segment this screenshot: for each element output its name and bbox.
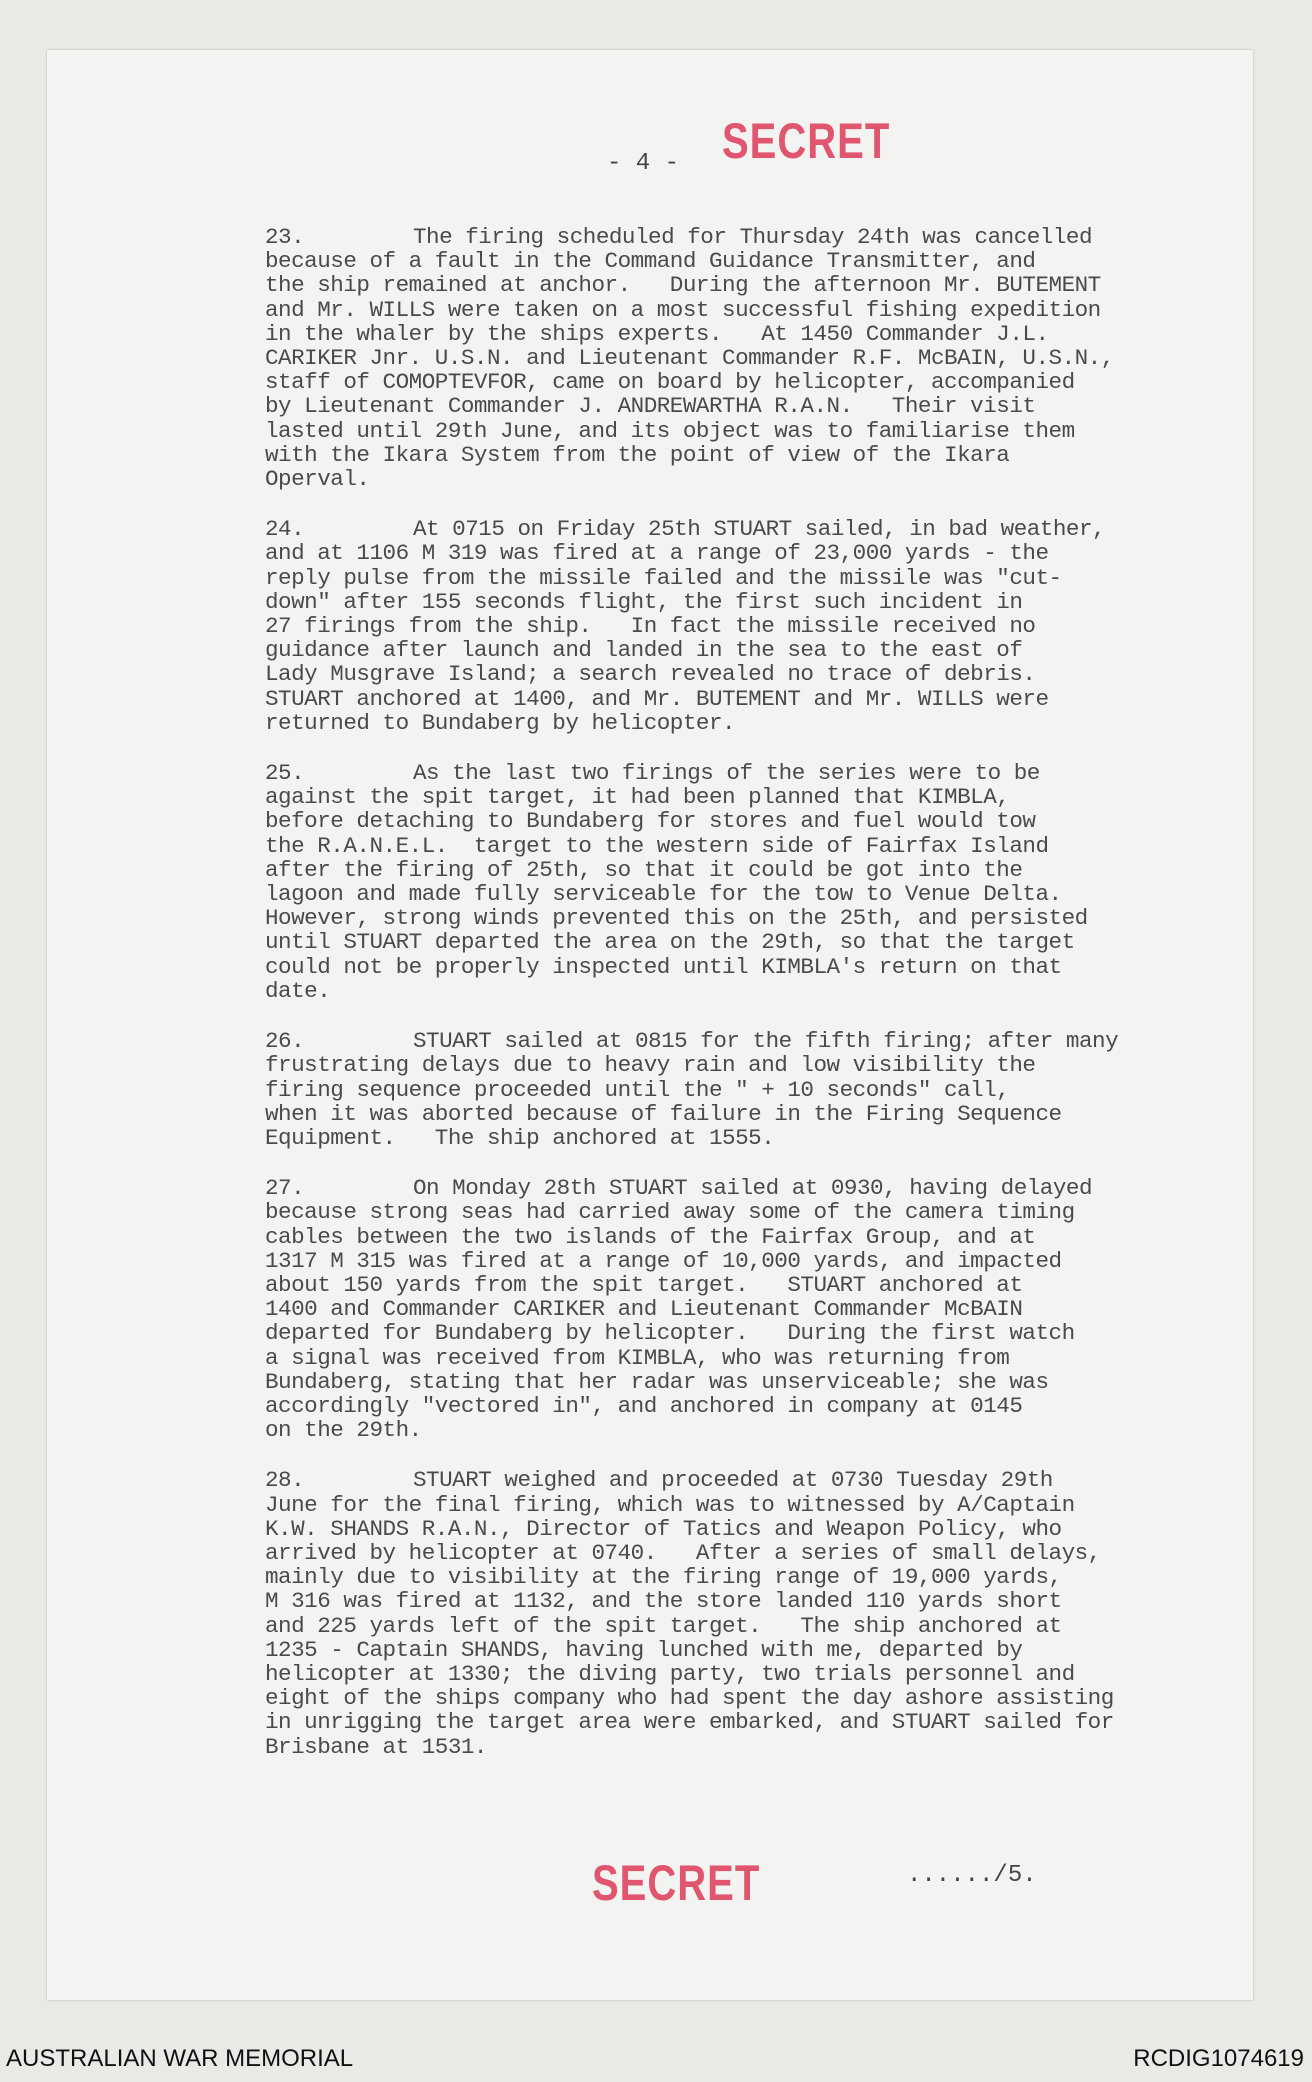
paragraph-line (265, 930, 1245, 954)
paragraph-line (265, 1517, 1245, 1541)
paragraph-line (265, 517, 1245, 541)
line-text: reply pulse from the missile failed and the missile was "cut- (265, 564, 1062, 591)
line-text: could not be properly inspected until KIMBLA's return on that (265, 953, 1062, 980)
paragraph-line (265, 370, 1245, 394)
line-text: At 0715 on Friday 25th STUART sailed, in bad weather, (413, 516, 1106, 543)
line-text: However, strong winds prevented this on the 25th, and persisted (265, 905, 1088, 932)
paragraph-line (265, 273, 1245, 297)
line-text: 27 firings from the ship. In fact the missile received no (265, 613, 1036, 640)
paragraph-line (265, 322, 1245, 346)
line-text: STUART sailed at 0815 for the fifth firing; after many (413, 1028, 1119, 1055)
line-text: STUART anchored at 1400, and Mr. BUTEMENT and Mr. WILLS were (265, 685, 1049, 712)
paragraph-line (265, 711, 1245, 735)
paragraph-line (265, 858, 1245, 882)
paragraph-line (265, 1053, 1245, 1077)
line-text: because strong seas had carried away some of the camera timing (265, 1199, 1075, 1226)
paragraph-line (265, 1662, 1245, 1686)
paragraph-line (265, 1589, 1245, 1613)
line-text: Operval. (265, 466, 370, 493)
paragraph-line (265, 225, 1245, 249)
line-text: by Lieutenant Commander J. ANDREWARTHA R.A.N. Their visit (265, 393, 1036, 420)
paragraph-line (265, 1614, 1245, 1638)
paragraph-line (265, 1321, 1245, 1345)
paragraph-line (265, 1394, 1245, 1418)
paragraph-line (265, 906, 1245, 930)
paragraph-number: 28. (265, 1467, 305, 1494)
line-text: accordingly "vectored in", and anchored in company at 0145 (265, 1392, 1023, 1419)
paragraph-line (265, 346, 1245, 370)
paragraph-line (265, 1176, 1245, 1200)
paragraph-number: 26. (265, 1028, 305, 1055)
paragraph-line (265, 761, 1245, 785)
line-text: when it was aborted because of failure in the Firing Sequence (265, 1100, 1062, 1127)
paragraph-26 (265, 1029, 1245, 1150)
paragraph-line (265, 1468, 1245, 1492)
paragraph-line (265, 1297, 1245, 1321)
line-text: cables between the two islands of the Fairfax Group, and at (265, 1223, 1036, 1250)
paragraph-24 (265, 517, 1245, 735)
line-text: returned to Bundaberg by helicopter. (265, 709, 736, 736)
paragraph-line (265, 1638, 1245, 1662)
paragraph-line (265, 541, 1245, 565)
line-text: STUART weighed and proceeded at 0730 Tuesday 29th (413, 1467, 1053, 1494)
continuation-marker: ....../5. (907, 1862, 1037, 1889)
line-text: and at 1106 M 319 was fired at a range of 23,000 yards - the (265, 540, 1049, 567)
line-text: the ship remained at anchor. During the afternoon Mr. BUTEMENT (265, 272, 1101, 299)
line-text: Brisbane at 1531. (265, 1733, 487, 1760)
paragraph-28 (265, 1468, 1245, 1758)
paragraph-line (265, 1686, 1245, 1710)
paragraph-number: 25. (265, 760, 305, 787)
paragraph-line (265, 809, 1245, 833)
line-text: frustrating delays due to heavy rain and low visibility the (265, 1052, 1036, 1079)
paragraph-line (265, 1200, 1245, 1224)
paragraph-line (265, 1346, 1245, 1370)
paragraph-27 (265, 1176, 1245, 1442)
paragraph-line (265, 566, 1245, 590)
paragraph-line (265, 882, 1245, 906)
paragraph-number: 24. (265, 516, 305, 543)
line-text: on the 29th. (265, 1417, 422, 1444)
paragraph-line (265, 614, 1245, 638)
paragraph-line (265, 834, 1245, 858)
paragraph-line (265, 955, 1245, 979)
line-text: 1400 and Commander CARIKER and Lieutenant Commander McBAIN (265, 1296, 1023, 1323)
line-text: Equipment. The ship anchored at 1555. (265, 1124, 775, 1151)
line-text: and 225 yards left of the spit target. The ship anchored at (265, 1612, 1062, 1639)
paragraph-number: 27. (265, 1175, 305, 1202)
secret-stamp-top: SECRET (722, 114, 891, 169)
line-text: a signal was received from KIMBLA, who was returning from (265, 1344, 1010, 1371)
paragraph-line (265, 638, 1245, 662)
paragraph-line (265, 1370, 1245, 1394)
paragraph-line (265, 1029, 1245, 1053)
archive-reference-id: RCDIG1074619 (1133, 2045, 1304, 2072)
paragraph-25 (265, 761, 1245, 1003)
line-text: against the spit target, it had been planned that KIMBLA, (265, 784, 1010, 811)
line-text: June for the final firing, which was to witnessed by A/Captain (265, 1491, 1075, 1518)
line-text: firing sequence proceeded until the " + 10 seconds" call, (265, 1076, 1010, 1103)
line-text: because of a fault in the Command Guidance Transmitter, and (265, 248, 1036, 275)
document-body (265, 225, 1245, 1785)
line-text: lasted until 29th June, and its object was to familiarise them (265, 417, 1075, 444)
paragraph-line (265, 1102, 1245, 1126)
line-text: about 150 yards from the spit target. STUART anchored at (265, 1271, 1023, 1298)
paragraph-line (265, 1126, 1245, 1150)
paragraph-line (265, 1541, 1245, 1565)
line-text: staff of COMOPTEVFOR, came on board by helicopter, accompanied (265, 369, 1075, 396)
line-text: down" after 155 seconds flight, the first such incident in (265, 588, 1023, 615)
paragraph-line (265, 1249, 1245, 1273)
paragraph-23 (265, 225, 1245, 491)
paragraph-number: 23. (265, 224, 305, 250)
page-number: - 4 - (607, 150, 680, 177)
paragraph-line (265, 1225, 1245, 1249)
paragraph-line (265, 590, 1245, 614)
paragraph-line (265, 394, 1245, 418)
paragraph-line (265, 1710, 1245, 1734)
paragraph-line (265, 1565, 1245, 1589)
line-text: until STUART departed the area on the 29th, so that the target (265, 929, 1075, 956)
line-text: Lady Musgrave Island; a search revealed no trace of debris. (265, 661, 1036, 688)
line-text: 1317 M 315 was fired at a range of 10,000 yards, and impacted (265, 1247, 1062, 1274)
document-page (47, 50, 1253, 2000)
line-text: Bundaberg, stating that her radar was unserviceable; she was (265, 1368, 1049, 1395)
line-text: mainly due to visibility at the firing range of 19,000 yards, (265, 1564, 1062, 1591)
paragraph-line (265, 419, 1245, 443)
paragraph-line (265, 785, 1245, 809)
paragraph-line (265, 1078, 1245, 1102)
line-text: As the last two firings of the series were to be (413, 760, 1040, 787)
line-text: before detaching to Bundaberg for stores and fuel would tow (265, 808, 1036, 835)
line-text: eight of the ships company who had spent the day ashore assisting (265, 1685, 1114, 1712)
secret-stamp-bottom: SECRET (592, 1856, 761, 1911)
line-text: arrived by helicopter at 0740. After a series of small delays, (265, 1539, 1101, 1566)
line-text: The firing scheduled for Thursday 24th was cancelled (413, 224, 1093, 250)
paragraph-line (265, 443, 1245, 467)
line-text: date. (265, 977, 331, 1004)
line-text: departed for Bundaberg by helicopter. During the first watch (265, 1320, 1075, 1347)
line-text: K.W. SHANDS R.A.N., Director of Tatics and Weapon Policy, who (265, 1515, 1062, 1542)
paragraph-line (265, 662, 1245, 686)
line-text: the R.A.N.E.L. target to the western side of Fairfax Island (265, 832, 1049, 859)
line-text: and Mr. WILLS were taken on a most successful fishing expedition (265, 296, 1101, 323)
line-text: guidance after launch and landed in the sea to the east of (265, 637, 1023, 664)
paragraph-line (265, 1273, 1245, 1297)
paragraph-line (265, 1418, 1245, 1442)
paragraph-line (265, 1735, 1245, 1759)
line-text: in unrigging the target area were embarked, and STUART sailed for (265, 1709, 1114, 1736)
line-text: after the firing of 25th, so that it could be got into the (265, 856, 1023, 883)
paragraph-line (265, 249, 1245, 273)
line-text: CARIKER Jnr. U.S.N. and Lieutenant Commander R.F. McBAIN, U.S.N., (265, 345, 1114, 372)
line-text: lagoon and made fully serviceable for the tow to Venue Delta. (265, 881, 1062, 908)
paragraph-line (265, 467, 1245, 491)
line-text: 1235 - Captain SHANDS, having lunched with me, departed by (265, 1636, 1023, 1663)
line-text: M 316 was fired at 1132, and the store landed 110 yards short (265, 1588, 1062, 1615)
line-text: in the whaler by the ships experts. At 1450 Commander J.L. (265, 320, 1049, 347)
paragraph-line (265, 298, 1245, 322)
paragraph-line (265, 979, 1245, 1003)
line-text: On Monday 28th STUART sailed at 0930, having delayed (413, 1175, 1093, 1202)
paragraph-line (265, 1493, 1245, 1517)
line-text: with the Ikara System from the point of view of the Ikara (265, 441, 1010, 468)
paragraph-line (265, 687, 1245, 711)
archive-credit: AUSTRALIAN WAR MEMORIAL (6, 2045, 354, 2072)
line-text: helicopter at 1330; the diving party, two trials personnel and (265, 1660, 1075, 1687)
